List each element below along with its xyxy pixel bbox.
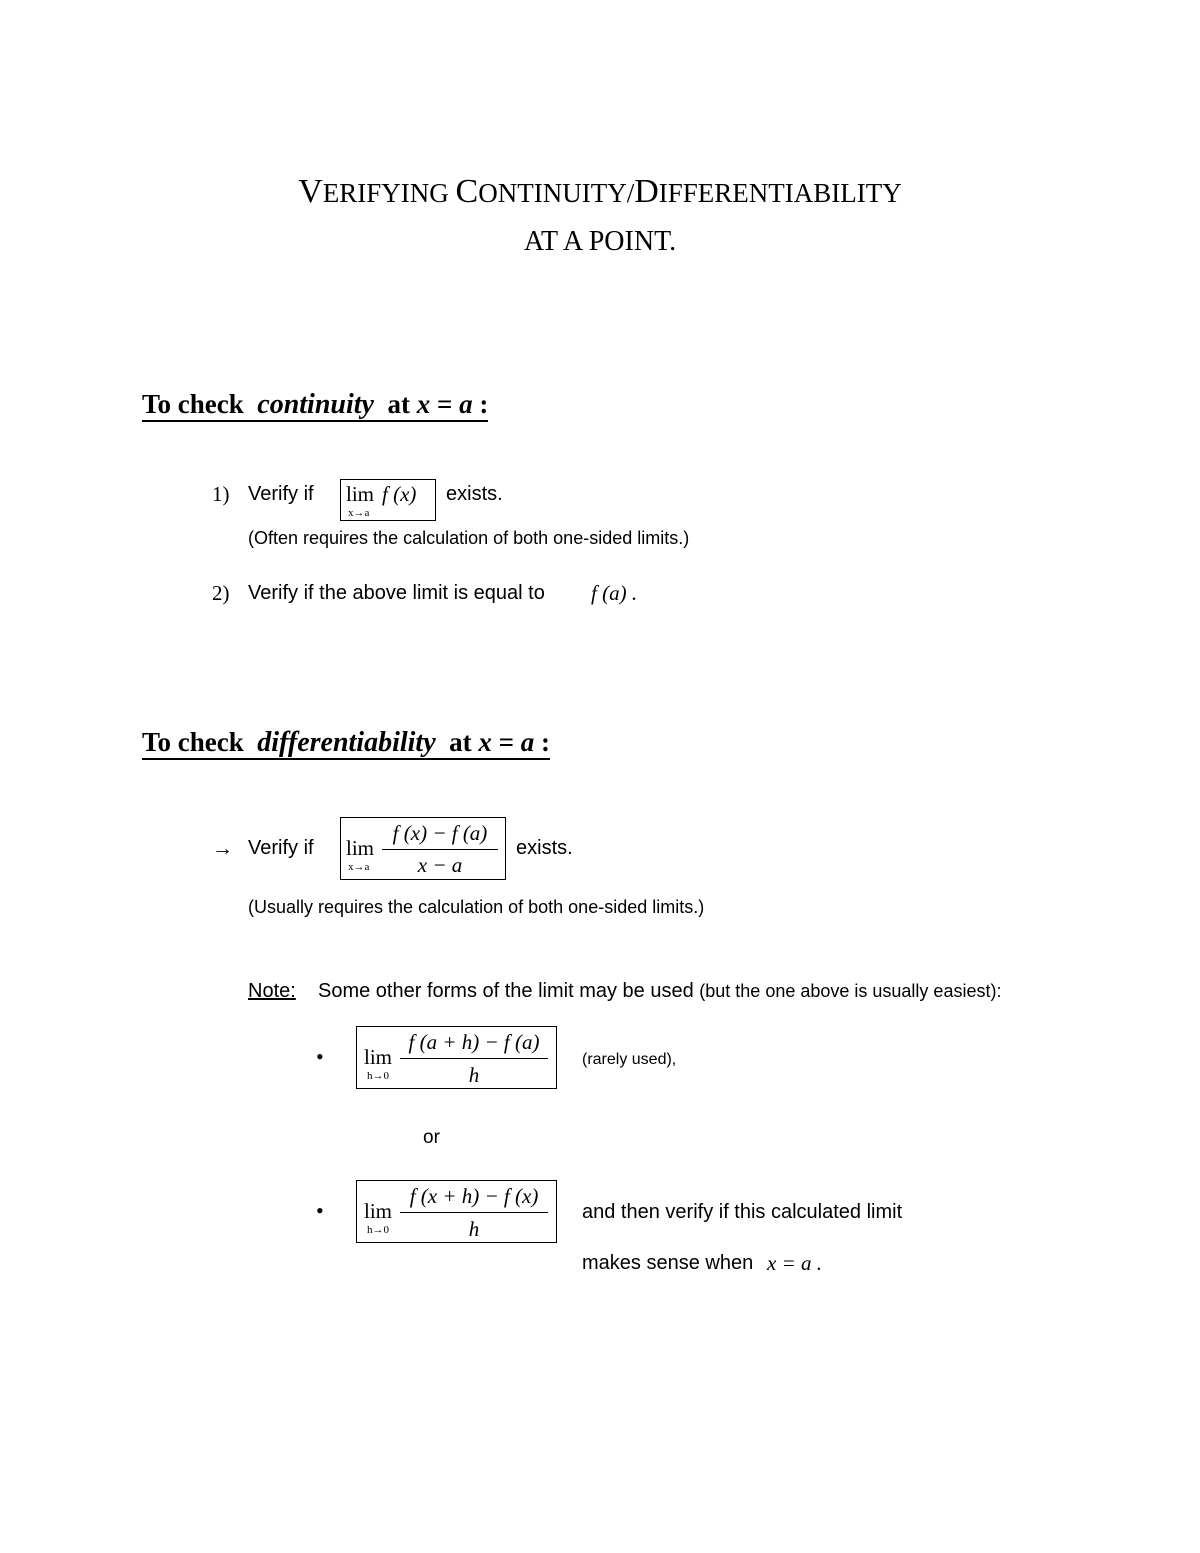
fraction-numerator: f (x + h) − f (x) — [409, 1184, 539, 1208]
lim-subscript: h→0 — [367, 1224, 389, 1236]
fraction-bar — [400, 1058, 548, 1059]
fraction-denominator: h — [468, 1217, 480, 1241]
title-part: ONTINUITY/ — [478, 178, 635, 208]
fraction-denominator: x − a — [417, 853, 463, 877]
note-text — [318, 980, 1001, 1003]
title-letter: V — [298, 173, 323, 210]
heading-text: : — [479, 389, 489, 419]
heading-text: at — [387, 389, 410, 419]
step1-note: (Often requires the calculation of both one-sided limits.) — [248, 528, 690, 548]
continuity-heading — [142, 389, 488, 422]
heading-text: = — [436, 389, 453, 419]
step2-fa: f (a) . — [591, 581, 638, 605]
heading-text: = — [498, 727, 515, 757]
note-text-aside: (but the one above is usually easiest): — [699, 981, 1002, 1001]
heading-text: To check — [142, 727, 244, 757]
page-title — [0, 173, 1200, 211]
differentiability-heading — [142, 727, 550, 760]
note-label: Note: — [248, 980, 296, 1002]
heading-emphasis: differentiability — [257, 727, 436, 758]
fraction-numerator: f (x) − f (a) — [392, 821, 488, 845]
function-expression: f (x) — [382, 482, 417, 506]
title-part: ERIFYING — [322, 178, 456, 208]
fraction-numerator: f (a + h) − f (a) — [408, 1030, 540, 1054]
heading-var: x — [416, 389, 431, 419]
form2-comment-line2: makes sense when — [582, 1252, 754, 1274]
fraction-denominator: h — [468, 1063, 480, 1087]
step2-text: Verify if the above limit is equal to — [248, 582, 545, 604]
verify-text: Verify if — [248, 837, 314, 859]
title-part: IFFERENTIABILITY — [658, 178, 902, 208]
title-letter: C — [455, 173, 479, 210]
verify-exists: exists. — [516, 837, 573, 859]
lim-subscript: x→a — [348, 861, 370, 873]
heading-var: x — [478, 727, 492, 757]
fraction-bar — [382, 849, 498, 850]
lim-operator: lim — [364, 1199, 393, 1223]
step1-exists: exists. — [446, 483, 503, 505]
heading-emphasis: continuity — [257, 389, 374, 420]
verify-note: (Usually requires the calculation of both one-sided limits.) — [248, 897, 705, 917]
form1-comment: (rarely used), — [582, 1051, 677, 1068]
heading-var: a — [459, 389, 473, 419]
form2-comment: and then verify if this calculated limit — [582, 1201, 903, 1223]
heading-text: : — [541, 727, 551, 757]
lim-subscript: h→0 — [367, 1070, 389, 1082]
lim-operator: lim — [346, 482, 375, 506]
step2-number: 2) — [212, 581, 230, 605]
heading-text: at — [449, 727, 472, 757]
page-subtitle: AT A POINT. — [523, 226, 677, 257]
lim-subscript: x→a — [348, 507, 370, 519]
or-text: or — [423, 1127, 440, 1148]
fraction-bar — [400, 1212, 548, 1213]
bullet-icon: • — [316, 1198, 324, 1223]
lim-operator: lim — [364, 1045, 393, 1069]
heading-var: a — [520, 727, 535, 757]
lim-operator: lim — [346, 836, 375, 860]
arrow-icon: → — [212, 836, 233, 860]
title-letter: D — [634, 173, 659, 210]
form2-condition: x = a . — [767, 1251, 822, 1275]
note-text-main: Some other forms of the limit may be used — [318, 980, 694, 1002]
step1-text: Verify if — [248, 483, 314, 505]
heading-text: To check — [142, 389, 244, 419]
bullet-icon: • — [316, 1044, 324, 1069]
step1-number: 1) — [212, 482, 230, 506]
